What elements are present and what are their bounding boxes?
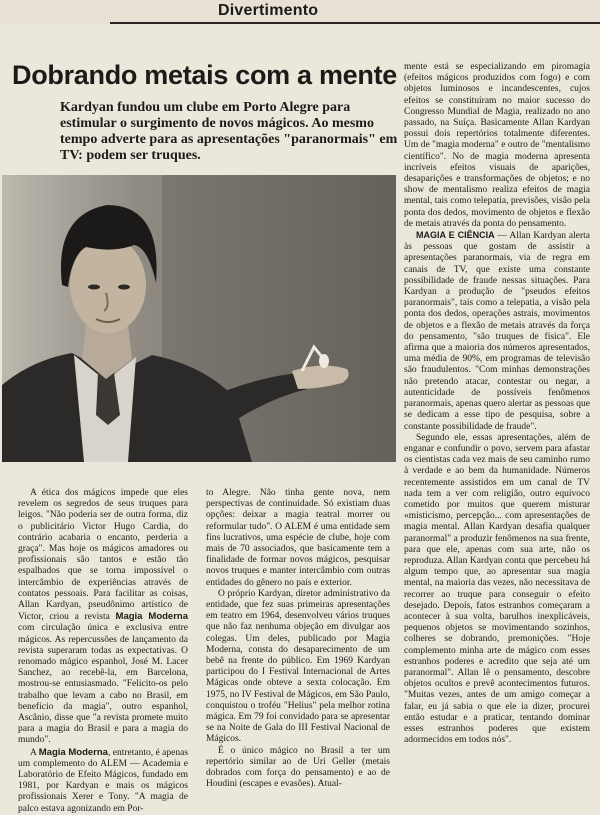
article-deck: Kardyan fundou um clube em Porto Alegre para estimular o surgimento de novos mágicos. Ao mesmo tempo adverte para as apresentações "paranormais" em TV: podem ser truques. — [60, 100, 398, 163]
col3-paragraph-2: MAGIA E CIÊNCIA — Allan Kardyan alerta às pessoas que gostam de assistir a apresentações paranormais, via de regra em canais de TV, que existe uma constante possibilidade de fraude nessas situações. Para Kardyan a produção de "pseudos efeitos paranormais", tais como a telepatia, a visão pela ponta dos dedos, operações astrais, movimentos de objetos e a flexão de metais através da força do pensamento, "são truques de física". Ele afirma que a maioria dos números apresentados, uma média de 90%, em programas de televisão são fraudulentos. "Com minhas demonstrações não pretendo atacar, contestar ou negar, a autenticidade de possíveis fenômenos paranormais, apenas quero alertar as pessoas que se dedicam a esse tipo de pesquisa, sobre a constante possibilidade de fraude". — [404, 230, 591, 432]
magician-illustration — [2, 175, 396, 462]
col2-paragraph-1: to Alegre. Não tinha gente nova, nem perspectivas de continuidade. Só existiam duas opções: deixar a magia teatral morrer ou reformular tudo". O ALEM é uma entidade sem fins lucrativos, uma espécie de clube, hoje com mais de 70 associados, que basicamente tem a finalidade de formar novos mágicos, pesquisar novos truques e manter intercâmbio com outras entidades do gênero no país e exterior. — [206, 488, 390, 588]
magazine-name: Magia Moderna — [115, 611, 188, 623]
subheading: MAGIA E CIÊNCIA — [416, 230, 495, 241]
section-rule — [110, 22, 600, 24]
section-header — [0, 0, 600, 24]
magazine-name: Magia Moderna — [38, 746, 108, 758]
col2-paragraph-3: É o único mágico no Brasil a ter um repertório similar ao de Uri Geller (metais dobrados com força do pensamento) e ao de Houdini (escapes e evasões). Atual- — [206, 745, 390, 790]
article-headline: Dobrando metais com a mente — [12, 60, 397, 90]
magician-photo — [2, 175, 396, 462]
article-column-3 — [404, 62, 590, 802]
col2-paragraph-2: O próprio Kardyan, diretor administrativo da entidade, que fez suas primeiras apresentações em teatro em 1964, desenvolveu vários truques que não faz nenhuma objeção em divulgar aos colegas. Um deles, publicado por Magia Moderna, consta do desaparecimento de um bebê na frente do público. Em 1969 Kardyan participou do I Festival Internacional de Artes Mágicas onde obteve a sexta colocação. Em 1975, no IV Festival de Mágicos, em São Paulo, conquistou o troféu "Helius" pela melhor rotina mágica. Em 79 foi convidado para se apresentar se na Noite de Gala do III Festival Nacional de Mágicos. — [206, 588, 390, 745]
section-label: Divertimento — [218, 2, 319, 19]
article-column-1 — [18, 488, 189, 814]
col1-paragraph-2: A Magia Moderna, entretanto, é apenas um complemento do ALEM — Academia e Laboratório de Efeito Mágicos, fundado em 1981, por Kardyan e mais os mágicos profissionais Xerer e Tony. "A magia de palco estava agonizando em Por- — [18, 746, 189, 814]
col3-paragraph-1: mente está se especializando em piromagia (efeitos mágicos produzidos com fogo) e com objetos luminosos e incandescentes, cujos efeitos se constituíram no maior sucesso do Congresso Mundial de Magia, realizado no ano passado, na Suíça. Basicamente Allan Kardyan possui dois repertórios totalmente diferentes. Um de "magia moderna" e outro de "mentalismo científico". No de magia moderna apresenta incríveis efeitos visuais de aparições, desaparições e transformações de objetos; e no show de mentalismo realiza efeitos de magia mental, tais como telepatia, previsões, visão pela ponta dos dedos, movimento de objetos e flexão de metais através da ponta do pensamento. — [404, 62, 590, 229]
col3-paragraph-3: Segundo ele, essas apresentações, além de enganar e confundir o povo, servem para afastar os cientistas cada vez mais de seu caminho rumo à verdade e ao bem da humanidade. Números recentemente assistidos em um canal de TV nada tem a ver com religião, outro equívoco cometido por muitos que querem misturar «misticismo, percepção... com apresentações de magia mental. Allan Kardyan desafia qualquer paranormal" a produzir fenômenos na sua frente, para que ele, apenas com sua arte, não os reproduza. Allan Kardyan conta que percebeu há algum tempo que, ao apresentar sua magia mental, na maioria das vezes, não necessitava de recorrer ao truque para conseguir o efeito desejado. Depois, fatos estranhos começaram a acontecer à sua volta, barulhos inexplicáveis, pequenos objetos se movimentando sozinhos, colheres se dobrando, premonições. "Hoje complemento minha arte de mágico com esses estranhos poderes e acredito que seja até um paranormal". Allan lê o pensamento, descobre objetos ocultos e prevê acontecimentos futuros. "Muitas vezes, antes de um amigo começar a falar, eu já sabia o que ele ia dizer, procurei então estudar e a praticar, tentando dominar esses estranhos poderes que existem adormecidos em todos nós". — [404, 432, 590, 746]
col1-paragraph-1: A ética dos mágicos impede que eles revelem os segredos de seus truques para leigos. "Não poderia ser de outra forma, diz o publicitário Victor Hugo Cardia, do contrário acabaria o encanto, perderia a graça". Mas hoje os mágicos amadores ou profissionais são tantos e estão tão espalhados que se torna impossível o intercâmbio de experiências através de contatos pessoais. Para facilitar as coisas, Allan Kardyan, pseudônimo artístico de Victor, criou a revista Magia Moderna com circulação única e exclusiva entre mágicos. As repercussões de lançamento da revista superaram todas as expectativas. O renomado mágico espanhol, José M. Lacer Sanchez, ao recebê-la, em Barcelona, mostrou-se entusiasmado. "Felicito-os pelo trabalho que levam a cabo no Brasil, em benefício da magia", outro espanhol, Ascânio, disse que "a revista promete muito para a magia do Brasil e para a magia do mundo". — [18, 488, 188, 746]
article-column-2 — [206, 488, 390, 800]
